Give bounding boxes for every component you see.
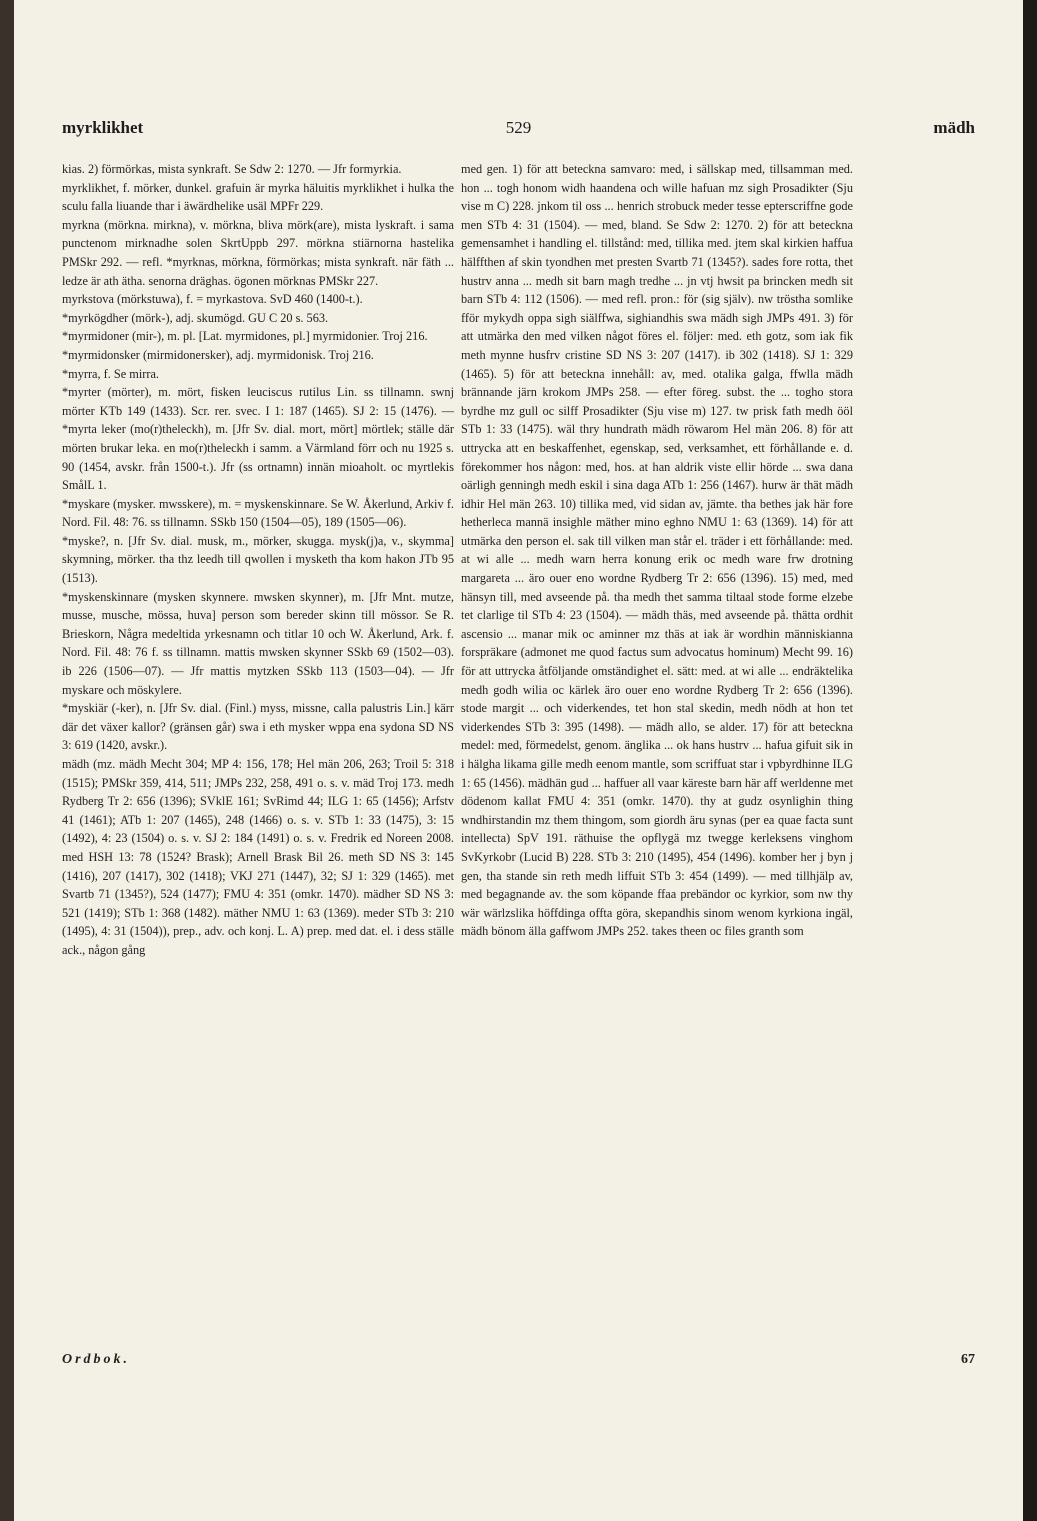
entry: myrkna (mörkna. mirkna), v. mörkna, bliva mörk(are), mista lyskraft. i sama punctenom mirknadhe solen SkrtUppb 297. mörkna stiärnorna hastelika PMSkr 292. — refl. *myrknas, mörkna, förmörkas; mista synkraft. när fäth ... ledze är ath ätha. senorna dräghas. ögonen mörknas PMSkr 227.	[62, 217, 454, 288]
header-left-guideword: myrklikhet	[62, 118, 144, 137]
entry: *myrter (mörter), m. mört, fisken leuciscus rutilus Lin. ss tillnamn. swnj mörter KTb 149 (1433). Scr. rer. svec. I 1: 187 (1465). SJ 2: 15 (1476). — *myrta leker (mo(r)theleckh), m. [Jfr Sv. dial. mort, mört] mörtlek; ställe där mörten brukar leka. en mo(r)theleckh i samm. a Värmland förr och nu 1925 s. 90 (1454, avskr. från 1500-t.). Jfr (ss ortnamn) innän mioaholt. oc myrtlekis SmålL 1.	[62, 385, 454, 493]
sheet-number: 67	[961, 1352, 975, 1367]
entry: *myske?, n. [Jfr Sv. dial. musk, m., mörker, skugga. mysk(j)a, v., skymma] skymning, mörker. tha thz leedh till qwollen i mysketh tha kom hakon JTb 95 (1513).	[62, 533, 454, 586]
book-spine	[0, 0, 14, 1521]
entry: *myrmidoner (mir-), m. pl. [Lat. myrmidones, pl.] myrmidonier. Troj 216.	[62, 329, 428, 344]
entry: *myrra, f. Se mirra.	[62, 366, 159, 381]
signature-mark: Ordbok.	[62, 1352, 131, 1367]
entry: *myskenskinnare (mysken skynnere. mwsken skynner), m. [Jfr Mnt. mutze, musse, musche, mössa, huva] person som bereder skinn till mössor. Se R. Brieskorn, Några medeltida yrkesnamn och titlar 10 och W. Åkerlund, Ark. f. Nord. Fil. 48: 76 f. ss tillnamn. mattis mwsken skynner SSkb 69 (1502—03). ib 226 (1506—07). — Jfr mattis mytzken SSkb 113 (1503—04). — Jfr myskare och möskylere.	[62, 589, 454, 697]
entry: myrklikhet, f. mörker, dunkel. grafuin är myrka häluitis myrklikhet i hulka the sculu falla liuande thar i äwärdhelike usäl MPFr 229.	[62, 180, 454, 214]
entry: myrkstova (mörkstuwa), f. = myrkastova. SvD 460 (1400-t.).	[62, 292, 363, 307]
entry: *myskare (mysker. mwsskere), m. = myskenskinnare. Se W. Åkerlund, Arkiv f. Nord. Fil. 48: 76. ss tillnamn. SSkb 150 (1504—05), 189 (1505—06).	[62, 496, 454, 530]
page-edge-shadow	[1023, 0, 1037, 1521]
entry: *myrmidonsker (mirmidonersker), adj. myrmidonisk. Troj 216.	[62, 347, 374, 362]
entry: mädh (mz. mädh Mecht 304; MP 4: 156, 178; Hel män 206, 263; Troil 5: 318 (1515); PMSkr 359, 414, 511; JMPs 232, 258, 491 o. s. v. mäd Troj 173. medh Rydberg Tr 2: 656 (1396); SVklE 161; SvRimd 44; ILG 1: 65 (1456); Arfstv 41 (1461); ATb 1: 207 (1465), 248 (1466) o. s. v. STb 1: 33 (1475), 3: 15 (1492), 4: 23 (1504) o. s. v. SJ 2: 184 (1491) o. s. v. Fredrik ed Noreen 2008. med HSH 13: 78 (1524? Brask); Arnell Brask Bil 26. meth SD NS 3: 145 (1416), 207 (1417), 302 (1418); VKJ 271 (1447), 32; SJ 1: 329 (1465). met Svartb 71 (1345?), 524 (1477); FMU 4: 351 (omkr. 1470). mädher SD NS 3: 521 (1419); STb 1: 368 (1482). mäther NMU 1: 63 (1369). meder STb 3: 210 (1495), 4: 31 (1504)), prep., adv. och konj. L. A) prep. med dat. el. i dess ställe ack., någon gång	[62, 757, 454, 957]
right-column	[461, 160, 853, 941]
entry-continuation: med gen. 1) för att beteckna samvaro: med, i sällskap med, tillsamman med. hon ... togh honom widh haandena och wille hafuan mz sigh Prosadikter (Sju vise m C) 228. jnkom til oss ... henrich strobuck meder tesse epterscriffne gode men STb 4: 31 (1504). — med, bland. Se Sdw 2: 1270. 2) för att beteckna gemensamhet i handling el. tillstånd: med, tillika med. jtem skal kirkien haffua hälffthen af skin tyondhen met presten Svartb 71 (1345?). sades fore rotta, thet hustrv anna ... medh sit barn magh tredhe ... jn vtj hwsit pa brincken medh sit barn STb 4: 112 (1506). — med refl. pron.: för (sig själv). nw tröstha somlike fför mykydh oppa sigh siälffwa, sighiandhis swa mädh sigh JMPs 491. 3) för att utmärka den med vilken något föres el. följer: med. eth gotz, som iak fik meth mynne husfrv cristine SD NS 3: 207 (1417). ib 302 (1418). SJ 1: 329 (1465). 5) för att beteckna innehåll: av, med. otalika galga, ffwlla mädh brännande järn krokom JMPs 258. — efter föreg. subst. the ... togho stora byrdhe mz gull oc silff Prosadikter (Sju vise m) 127. tw prisk fath medh ööl STb 1: 33 (1475). wäl thry hundrath mädh röwarom Hel män 206. 8) för att uttrycka att en beskaffenhet, egenskap, sed, verksamhet, ett förhållande e. d. förekommer hos någon: med, hos. at han aldrik viste ellir hörde ... swa dana oärligh genningh medh eskil i sina daga ATb 1: 256 (1467). hurw är thät mädh idhir Hel män 263. 10) tillika med, vid sidan av, jämte. tha bethes jak här fore hetherleca mannä insighle mäther mino eghno NMU 1: 63 (1369). 14) för att utmärka den person el. sak till vilken man står el. träder i ett förhållande: med. at wi alle ... medh warn herra konung erik oc medh ware frw drotning margareta ... äro ouer eno wordne Rydberg Tr 2: 656 (1396). 15) med, med hänsyn till, med avseende på. tha medh thet samma tiltaal stode forme elzebe tet clarlige til STb 4: 23 (1504). — mädh thäs, med avseende på. thätta ordhit ascensio ... manar mik oc aminner mz thäs at iak är wordhin människianna forspräkare (admonet me quod factus sum advocatus hominum) Mecht 99. 16) för att uttrycka åtföljande omständighet el. sätt: med. at wi alle ... endräktelika medh godh wilia oc kärlek äro ouer eno wordne Rydberg Tr 2: 656 (1396). stode margit ... och viderkendes, tet hon stal skedin, medh nödh at hon tet viderkendes STb 3: 395 (1498). — mädh allo, se alder. 17) för att beteckna medel: med, förmedelst, genom. änglika ... ok hans hustrv ... hafua gifuit sik in i hälgha likama gille medh eenom mantle, som scriffuat star i vpbyrdhinne ILG 1: 65 (1456). mädhän gud ... haffuer all vaar käreste barn här aff werldenne met dödenom kallat FMU 4: 351 (omkr. 1470). thy at gudz osynlighin thing wndhirstandin mz them thingom, som giordh äru synas (per ea quae facta sunt intellecta) SpV 191. räthuise the opflygä mz twegge kerleksens vinghom SvKyrkobr (Lucid B) 228. STb 3: 210 (1495), 454 (1496). komber her j byn j gen, tha stande sin reth medh liffuit STb 3: 454 (1499). — med tillhjälp av, med begagnande av. the som köpande ffaa prebändor oc kyrkior, som nw thy wär wärlzslika höffdinga offta göra, skepandhis sinom wenom kyrkiona ingäl, mädh bönom älla gaffwom JMPs 252. takes theen oc files granth som	[461, 162, 853, 939]
dictionary-page	[14, 0, 1023, 1521]
entry: kias. 2) förmörkas, mista synkraft. Se Sdw 2: 1270. — Jfr formyrkia.	[62, 162, 402, 176]
left-column	[62, 160, 454, 960]
page-number: 529	[505, 118, 532, 137]
entry: *myrkögdher (mörk-), adj. skumögd. GU C 20 s. 563.	[62, 310, 329, 325]
page-footer	[62, 1352, 975, 1374]
header-right-guideword: mädh	[933, 118, 975, 137]
entry: *myskiär (-ker), n. [Jfr Sv. dial. (Finl.) myss, missne, calla palustris Lin.] kärr där det växer kallor? (gränsen går) swa i eth mysker wppa ena sydona SD NS 3: 619 (1420, avskr.).	[62, 701, 454, 753]
running-header	[62, 118, 975, 142]
